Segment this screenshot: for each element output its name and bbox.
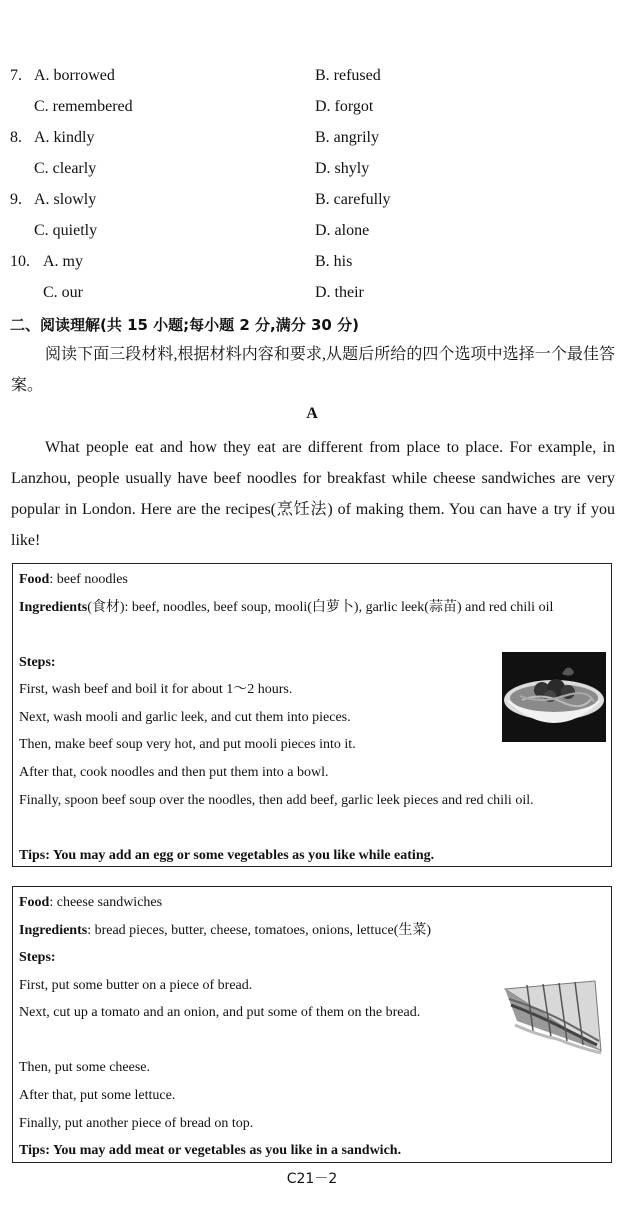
ingredients-value: : bread pieces, butter, cheese, tomatoes, onions, lettuce(生菜) [87,922,432,938]
step-5: Finally, spoon beef soup over the noodles, then add beef, garlic leek pieces and red chili oil. [19,792,534,808]
section-heading: 二、阅读理解(共 15 小题;每小题 2 分,满分 30 分) [10,316,359,334]
option-c: C. quietly [34,222,98,239]
option-b: B. angrily [315,129,379,146]
question-10-row-1 [0,253,624,275]
option-a: A. borrowed [34,67,115,84]
recipe-box-beef-noodles [12,563,612,867]
step-2: Next, cut up a tomato and an onion, and put some of them on the bread. [19,1005,421,1021]
question-7-row-1 [0,67,624,89]
option-a: A. kindly [34,129,95,146]
passage-intro: What people eat and how they eat are different from place to place. For example, in Lanzhou, people usually have beef noodles for breakfast while cheese sandwiches are very popular in London. Here are the recipes(烹饪法) of making them. You can have a try if you like! [11,439,615,549]
option-a: A. slowly [34,191,97,208]
question-9-row-2 [0,222,624,244]
option-d: D. forgot [315,98,374,115]
option-c: C. our [43,284,83,301]
food-label: Food [19,895,50,910]
steps-label: Steps: [19,950,56,966]
option-b: B. refused [315,67,381,84]
question-8-row-2 [0,160,624,182]
question-10-row-2 [0,284,624,306]
question-number: 8. [10,129,22,146]
step-4: After that, cook noodles and then put them into a bowl. [19,764,329,780]
question-8-row-1 [0,129,624,151]
option-c: C. remembered [34,98,133,115]
cheese-sandwich-image [497,975,607,1061]
step-3: Then, put some cheese. [19,1060,151,1076]
question-number: 10. [10,253,30,270]
step-5: Finally, put another piece of bread on top. [19,1115,254,1131]
option-a: A. my [43,253,83,270]
option-d: D. their [315,284,364,301]
beef-noodles-image [502,652,606,742]
option-b: B. carefully [315,191,391,208]
step-4: After that, put some lettuce. [19,1087,176,1103]
step-3: Then, make beef soup very hot, and put mooli pieces into it. [19,737,356,753]
question-number: 7. [10,67,22,84]
tips: Tips: You may add an egg or some vegetables as you like while eating. [19,847,435,863]
question-number: 9. [10,191,22,208]
food-label: Food [19,572,50,587]
passage-title: A [306,405,318,422]
ingredients-label: Ingredients [19,599,88,615]
question-9-row-1 [0,191,624,213]
steps-label: Steps: [19,654,56,670]
option-d: D. shyly [315,160,370,177]
step-1: First, wash beef and boil it for about 1～2 hours. [19,682,293,698]
food-value: : cheese sandwiches [49,895,163,910]
section-instruction: 阅读下面三段材料,根据材料内容和要求,从题后所给的四个选项中选择一个最佳答案。 [11,346,615,394]
ingredients-label: Ingredients [19,922,88,938]
step-1: First, put some butter on a piece of bread. [19,977,253,993]
option-c: C. clearly [34,160,97,177]
option-b: B. his [315,253,353,270]
option-d: D. alone [315,222,370,239]
step-2: Next, wash mooli and garlic leek, and cut them into pieces. [19,709,351,725]
food-value: : beef noodles [49,572,128,587]
ingredients-value: (食材): beef, noodles, beef soup, mooli(白萝卜), garlic leek(蒜苗) and red chili oil [87,599,554,615]
tips: Tips: You may add meat or vegetables as you like in a sandwich. [19,1143,402,1159]
question-7-row-2 [0,98,624,120]
page-number: C21－2 [286,1171,338,1187]
recipe-box-cheese-sandwiches [12,886,612,1163]
